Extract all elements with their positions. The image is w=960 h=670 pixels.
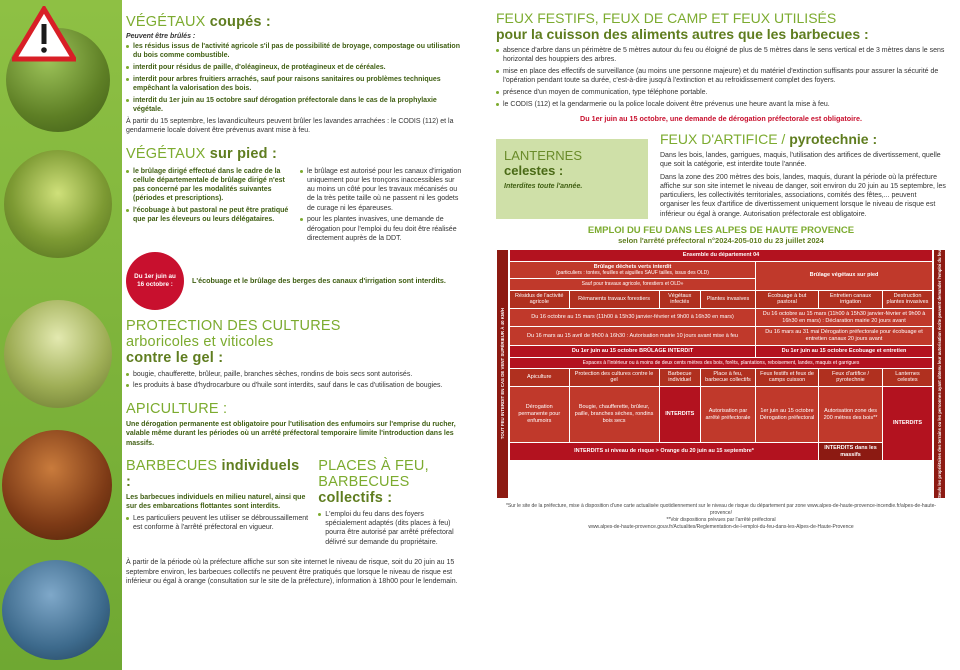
group-waste-header bbox=[510, 261, 756, 279]
col-entretien-canaux: Entretien canaux irrigation bbox=[819, 290, 883, 308]
feux-artifice-para-1: Dans les bois, landes, garrigues, maquis, l'utilisation des artifices de divertissement, quelle que soit la catégorie, est interdite toute l'année. bbox=[660, 151, 941, 169]
section-feux-festifs bbox=[496, 10, 946, 123]
title-bold: individuels : bbox=[126, 457, 300, 490]
table-row bbox=[510, 290, 933, 308]
title-line-3: contre le gel : bbox=[126, 349, 224, 366]
table-wrapper bbox=[496, 249, 946, 499]
lanternes-box bbox=[496, 139, 648, 219]
warning-triangle-icon bbox=[12, 6, 76, 62]
photo-barbecue bbox=[2, 430, 112, 540]
table-main bbox=[509, 249, 933, 499]
list-item: présence d'un moyen de communication, type téléphone portable. bbox=[496, 88, 946, 97]
section-vegetaux-sur-pied bbox=[122, 136, 480, 310]
col-ecobuage-pastoral: Écobuage à but pastoral bbox=[756, 290, 819, 308]
title-line-2: pour la cuisson des aliments autres que les barbecues : bbox=[496, 26, 869, 42]
list-item: les résidus issus de l'activité agricole s'il pas de possibilité de broyage, compostage ou utilisation du bois comme combustible. bbox=[126, 42, 464, 60]
standing-veg-bullets-left bbox=[126, 167, 290, 225]
title-line-1: FEUX FESTIFS, FEUX DE CAMP ET FEUX UTILISÉS bbox=[496, 10, 837, 26]
list-item: le brûlage dirigé effectué dans le cadre de la cellule départementale de brûlage dirigé n'est pas concerné par les modalités suivantes (périodes et prescriptions). bbox=[126, 167, 290, 204]
title-light: VÉGÉTAUX bbox=[126, 14, 206, 30]
title-light: FEUX D'ARTIFICE / bbox=[660, 130, 790, 147]
title-light: VÉGÉTAUX bbox=[126, 145, 206, 162]
col-lanternes: Lanternes celestes bbox=[883, 368, 933, 386]
col-vegetaux-infectes: Végétaux infectés bbox=[659, 290, 700, 308]
lanternes-title bbox=[504, 149, 640, 179]
cell-feux-artifice bbox=[819, 387, 883, 443]
feux-festifs-title bbox=[496, 10, 946, 42]
section-places-a-feu bbox=[318, 458, 464, 549]
table-right-vertical-label bbox=[933, 249, 946, 499]
section-vegetaux-coupes bbox=[122, 0, 480, 136]
table-row bbox=[510, 261, 933, 279]
group-waste-title: Brûlage déchets verts interdit bbox=[593, 263, 672, 270]
list-item: l'écobuage à but pastoral ne peut être pratiqué que par les éleveurs ou leurs délégataires. bbox=[126, 206, 290, 224]
feux-festifs-highlight-wrap bbox=[496, 114, 946, 123]
fire-use-table bbox=[509, 249, 933, 461]
col-feux-festifs: Feux festifs et feux de camps cuisson bbox=[756, 368, 819, 386]
standing-veg-col-1 bbox=[126, 165, 290, 246]
band2-header: Espaces à l'intérieur ou à moins de deux cents mètres des bois, forêts, plantations, reboisement, landes, maquis et garrigues bbox=[510, 357, 933, 368]
list-item: mise en place des effectifs de surveillance (au moins une personne majeure) et du matériel d'extinction suffisants pour assurer la sécurité de l'opération pendant toute sa durée, c'est-à-dire jusqu'à l'extinction et au refroidissement complet des foyers. bbox=[496, 67, 946, 85]
vertical-text: Seuls les propriétaires des terrains ou les personnes ayant obtenu leur autorisation écrite peuvent demander l'emploi du feu bbox=[937, 249, 942, 498]
right-column bbox=[480, 0, 960, 670]
feux-artifice-title bbox=[660, 131, 946, 147]
col-feux-artifice: Feux d'artifice / pyrotechnie bbox=[819, 368, 883, 386]
vegetaux-sur-pied-title bbox=[126, 146, 464, 162]
list-item: bougie, chaufferette, brûleur, paille, branches sèches, rondins de bois secs sont autorisés. bbox=[126, 370, 464, 379]
section-protection-cultures bbox=[122, 310, 480, 391]
title-line-2: celestes : bbox=[504, 162, 564, 178]
col-remanents-forestiers: Rémanents travaux forestiers bbox=[569, 290, 659, 308]
section-lanternes-artifice bbox=[496, 131, 946, 219]
table-row bbox=[510, 368, 933, 386]
list-item: interdit pour résidus de paille, d'oléagineux, de protéagineux et de céréales. bbox=[126, 63, 464, 72]
right-content bbox=[480, 0, 960, 537]
period-2-left: Du 16 mars au 15 avril de 9h00 à 16h30 : Autorisation mairie 10 jours avant mise à feu bbox=[510, 327, 756, 345]
list-item: interdit du 1er juin au 15 octobre sauf dérogation préfectorale dans le cas de la prophylaxie végétale. bbox=[126, 96, 464, 114]
vertical-text: TOUT FEU INTERDIT EN CAS DE VENT SUPÉRIEUR À 40 KM/H bbox=[500, 308, 505, 440]
period-2-right: Du 16 mars au 31 mai Dérogation préfectorale pour écobuage et entretien canaux 20 jours avant bbox=[756, 327, 933, 345]
footnote-url[interactable]: www.alpes-de-haute-provence.gouv.fr/Actualites/Reglementation-de-l-emploi-du-feu-dans-les-Alpes-de-Haute-Provence bbox=[588, 523, 854, 530]
cell-barbecue-individuel: INTERDITS bbox=[659, 387, 700, 443]
standing-veg-columns bbox=[126, 165, 464, 246]
table-left-vertical-label bbox=[496, 249, 509, 499]
table-row bbox=[510, 249, 933, 261]
cut-veg-note: À partir du 15 septembre, les lavandiculteurs peuvent brûler les lavandes arrachées : le CODIS (112) et la gendarmerie locale doivent être prévenus avant mise à feu. bbox=[126, 118, 454, 135]
cultures-bullets bbox=[126, 370, 464, 391]
col-protection-cultures: Protection des cultures contre le gel bbox=[569, 368, 659, 386]
cut-veg-subtitle: Peuvent être brûlés : bbox=[126, 33, 196, 40]
feux-festifs-highlight: Du 1er juin au 15 octobre, une demande de dérogation préfectorale est obligatoire. bbox=[580, 113, 862, 123]
section-feux-artifice bbox=[660, 131, 946, 219]
period-1-left: Du 16 octobre au 15 mars (11h00 à 15h30 janvier-février et 9h00 à 16h30 en mars) bbox=[510, 308, 756, 326]
bottom-row-note: INTERDITS si niveau de risque > Orange du 20 juin au 15 septembre* bbox=[510, 443, 819, 461]
feux-artifice-para-2: Dans la zone des 200 mètres des bois, landes, maquis, durant la période où la préfecture affiche sur son site internet le niveau de danger, soit environ du 20 juin au 15 septembre, les particuliers, les collectivités territoriales, associations, comités des fêtes,... peuvent organiser les feux d'artifice de divertissement uniquement lorsque le niveau de risque est inférieur ou égal à orange. Autorisation préfectorale est obligatoire. bbox=[660, 173, 946, 218]
photo-orchard bbox=[4, 300, 112, 408]
left-content bbox=[122, 0, 480, 586]
list-item: interdit pour arbres fruitiers arrachés, sauf pour raisons sanitaires ou problèmes techniques empêchant la valorisation des bois. bbox=[126, 75, 464, 93]
section-barbecues-places bbox=[122, 448, 480, 549]
col-residus-agricole: Résidus de l'activité agricole bbox=[510, 290, 570, 308]
table-row bbox=[510, 443, 933, 461]
barbecues-title bbox=[126, 458, 308, 490]
col-place-a-feu: Place à feu, barbecue collectifs bbox=[700, 368, 755, 386]
col-apiculture: Apiculture bbox=[510, 368, 570, 386]
barbecues-note: À partir de la période où la préfecture affiche sur son site internet le niveau de risque, soit du 20 juin au 15 septembre environ, les barbecues collectifs ne peuvent être pratiqués que lorsque le niveau de risque est inférieur ou égal à orange (consultation sur le site de la préfecture), information à 18h00 pour le lendemain. bbox=[126, 559, 458, 585]
table-row bbox=[510, 387, 933, 443]
apiculture-title: APICULTURE : bbox=[126, 401, 228, 418]
title-bold: sur pied : bbox=[209, 145, 277, 162]
col-barbecue-individuel: Barbecue individuel bbox=[659, 368, 700, 386]
barbecues-note-wrap bbox=[122, 549, 480, 586]
protection-cultures-title bbox=[126, 318, 464, 366]
section-barbecues bbox=[126, 458, 308, 549]
places-title bbox=[318, 458, 464, 506]
list-item: L'emploi du feu dans des foyers spécialement adaptés (dits places à feu) pourra être autorisé par arrêté préfectoral délivré sur demande du propriétaire. bbox=[318, 510, 464, 547]
cell-artifice-interdit: INTERDITS dans les massifs bbox=[819, 443, 883, 461]
band1-header: Ensemble du département 04 bbox=[510, 249, 933, 261]
title-line-2: BARBECUES bbox=[318, 473, 410, 490]
status-badge: Du 1er juin au 16 octobre : bbox=[126, 252, 184, 310]
table-row bbox=[510, 345, 933, 357]
places-bullets bbox=[318, 510, 464, 547]
col-destruction-invasives: Destruction plantes invasives bbox=[883, 290, 933, 308]
group-waste-exception: Sauf pour travaux agricole, forestiers et OLD» bbox=[510, 279, 756, 290]
apiculture-text: Une dérogation permanente est obligatoire pour l'utilisation des enfumoirs sur l'emprise du rucher, valable même durant les périodes où un arrêté préfectoral temporaire limite l'introduction dans les massifs. bbox=[126, 421, 456, 447]
period-1-right: Du 16 octobre au 15 mars (11h00 à 15h30 janvier-février et 9h00 à 16h30 en mars) : Déclaration mairie 20 jours avant bbox=[756, 308, 933, 326]
col-plantes-invasives: Plantes invasives bbox=[700, 290, 755, 308]
photo-fire-place bbox=[2, 560, 110, 660]
table-row bbox=[510, 357, 933, 368]
group-waste-sub: (particuliers : tontes, feuilles et aiguilles SAUF tailles, issus des OLD) bbox=[556, 270, 709, 277]
table-footnotes bbox=[496, 503, 946, 531]
photo-standing-vegetation bbox=[4, 150, 112, 258]
list-item: pour les plantes invasives, une demande de dérogation pour l'emploi du feu doit être réalisée directement auprès de la DDT. bbox=[300, 215, 464, 243]
list-item: absence d'arbre dans un périmètre de 5 mètres autour du feu ou éloigné de plus de 5 mètres dans le sens vertical et de 3 mètres dans le sens horizontal des houppiers des arbres. bbox=[496, 46, 946, 64]
feux-festifs-bullets bbox=[496, 46, 946, 109]
cell-feux-festifs: 1er juin au 15 octobre Dérogation préfectoral bbox=[756, 387, 819, 443]
barbecues-bullets bbox=[126, 514, 308, 532]
footnote-1: *Sur le site de la préfecture, mise à disposition d'une carte actualisée quotidiennement sur le niveau de risque du département par zone www.alpes-de-haute-provence-incendie.fr/alpes-de-haute-provence/ bbox=[505, 502, 937, 516]
table-row bbox=[510, 327, 933, 345]
title-bold: pyrotechnie : bbox=[789, 130, 878, 147]
table-subtitle: selon l'arrêté préfectoral n°2024-205-010 du 23 juillet 2024 bbox=[618, 235, 824, 245]
badge-note: L'écobuage et le brûlage des berges des canaux d'irrigation sont interdits. bbox=[192, 276, 446, 286]
group-standing-header: Brûlage végétaux sur pied bbox=[756, 261, 933, 290]
table-row bbox=[510, 308, 933, 326]
standing-veg-col-2 bbox=[300, 165, 464, 246]
title-line-1: LANTERNES bbox=[504, 147, 583, 163]
period-3-left: Du 1er juin au 15 octobre BRÛLAGE INTERDIT bbox=[510, 345, 756, 357]
section-apiculture bbox=[122, 393, 480, 448]
list-item: le brûlage est autorisé pour les canaux d'irrigation uniquement pour les tronçons inaccessibles sur au moins un côté pour les travaux mécanisés ou de la très petite taille où ne passent ni les godets de curage ni les épareuses. bbox=[300, 167, 464, 213]
standing-veg-bullets-right bbox=[300, 167, 464, 243]
period-3-right: Du 1er juin au 15 octobre Ecobuage et entretien bbox=[756, 345, 933, 357]
cell-protection-cultures: Bougie, chaufferette, brûleur, paille, branches sèches, rondins bois secs bbox=[569, 387, 659, 443]
vegetaux-coupes-title bbox=[126, 14, 464, 30]
cut-veg-bullets bbox=[126, 42, 464, 114]
title-bold: coupés : bbox=[209, 14, 271, 30]
cell-place-a-feu: Autorisation par arrêté préfectorale bbox=[700, 387, 755, 443]
title-line-2: arboricoles et viticoles bbox=[126, 333, 274, 350]
table-title: EMPLOI DU FEU DANS LES ALPES DE HAUTE PROVENCE bbox=[587, 224, 855, 236]
cell-artifice-text: Autorisation zone des 200 mètres des bois** bbox=[823, 407, 878, 421]
title-line-1: PLACES À FEU, bbox=[318, 457, 429, 474]
standing-veg-badge-row bbox=[126, 252, 464, 310]
list-item: les produits à base d'hydrocarbure ou d'huile sont interdits, sauf dans le cas d'utilisation de bougies. bbox=[126, 381, 464, 390]
list-item: Les particuliers peuvent les utiliser se débroussaillement est conforme à l'arrêté préfectoral en vigueur. bbox=[126, 514, 308, 532]
lanternes-note: Interdites toute l'année. bbox=[504, 182, 583, 190]
title-light: BARBECUES bbox=[126, 457, 218, 474]
cell-lanternes: INTERDITS bbox=[883, 387, 933, 461]
barbecues-intro: Les barbecues individuels en milieu naturel, ainsi que sur des embarcations flottantes sont interdits. bbox=[126, 493, 306, 511]
list-item: le CODIS (112) et la gendarmerie ou la police locale doivent être prévenus une heure avant la mise à feu. bbox=[496, 100, 946, 109]
title-line-1: PROTECTION DES CULTURES bbox=[126, 317, 341, 334]
cell-apiculture: Dérogation permanente pour enfumoirs bbox=[510, 387, 570, 443]
title-bold: collectifs : bbox=[318, 489, 393, 506]
footnote-2: **Voir dispositions prévues par l'arrêté préfectoral bbox=[666, 516, 776, 523]
